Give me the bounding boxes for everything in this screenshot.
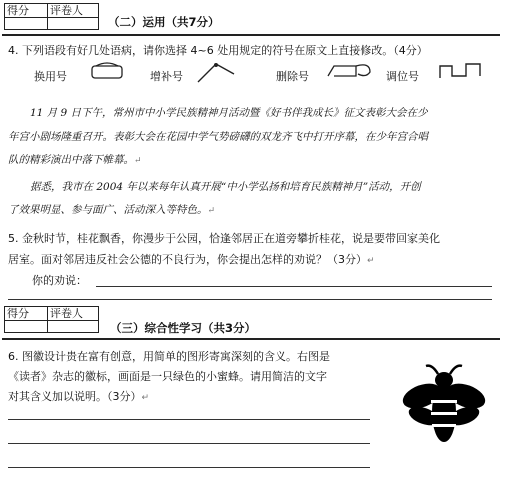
- transpose-mark-icon: [436, 60, 484, 82]
- symbol-label-swap: 换用号: [34, 70, 67, 83]
- delete-mark-icon: [326, 60, 374, 82]
- q6-line2: 《读者》杂志的徽标，画面是一只绿色的小蜜蜂。请用简洁的文字: [8, 370, 327, 383]
- symbol-label-insert: 增补号: [150, 70, 183, 83]
- q4-para1-a: 11 月 9 日下午，常州市中小学民族精神月活动暨《好书伴我成长》征文表彰大会在少: [30, 107, 428, 119]
- q6-line1: 6. 图徽设计贵在富有创意，用简单的图形寄寓深刻的含义。右图是: [8, 350, 330, 363]
- q5-answer-line-1[interactable]: [96, 286, 492, 287]
- section3-title: （三）综合性学习（共3分）: [110, 321, 257, 335]
- score-cell[interactable]: [5, 18, 48, 30]
- q4-paragraph1-line1: [30, 105, 428, 120]
- q6-line3: 对其含义加以说明。（3分）↵: [8, 390, 150, 403]
- swap-mark-icon: [90, 62, 126, 82]
- q4-prompt: 4. 下列语段有好几处语病，请你选择 4~6 处用规定的符号在原文上直接修改。（4分）: [8, 44, 428, 57]
- score-label: 得分: [5, 4, 48, 18]
- section2-title: （二）运用（共7分）: [108, 15, 220, 29]
- q5-prompt-line1: 5. 金秋时节，桂花飘香，你漫步于公园，恰逢邻居正在道旁攀折桂花，说是要带回家美化: [8, 232, 440, 245]
- q4-paragraph2-line2: 了效果明显、参与面广、活动深入等特色。↵: [8, 204, 216, 216]
- insert-mark-icon: [196, 60, 236, 84]
- score-cell[interactable]: [5, 321, 48, 333]
- grader-label: 评卷人: [48, 307, 99, 321]
- section2-divider: [2, 34, 500, 36]
- score-box-section2: [4, 3, 99, 30]
- q6-answer-line-1[interactable]: [8, 419, 370, 420]
- grader-label: 评卷人: [48, 4, 99, 18]
- grader-cell[interactable]: [48, 18, 99, 30]
- q4-paragraph1-line3: 队的精彩演出中落下帷幕。↵: [8, 154, 142, 166]
- q4-paragraph1-line2: 年宫小剧场隆重召开。表彰大会在花园中学气势磅礴的双龙齐飞中打开序幕，在少年宫合唱: [8, 131, 428, 143]
- score-label: 得分: [5, 307, 48, 321]
- q4-paragraph2-line1: 据悉，我市在 2004 年以来每年认真开展“中小学弘扬和培育民族精神月”活动，开创: [30, 181, 421, 193]
- q5-answer-label: 你的劝说：: [32, 274, 87, 287]
- q5-answer-line-2[interactable]: [8, 299, 492, 300]
- q6-answer-line-3[interactable]: [8, 467, 370, 468]
- symbol-label-transpose: 调位号: [386, 70, 419, 83]
- bee-logo-icon: [398, 360, 490, 452]
- grader-cell[interactable]: [48, 321, 99, 333]
- q5-prompt-line2: 居室。面对邻居违反社会公德的不良行为，你会提出怎样的劝说？（3分）↵: [8, 253, 375, 266]
- q6-answer-line-2[interactable]: [8, 443, 370, 444]
- symbol-label-delete: 删除号: [276, 70, 309, 83]
- score-box-section3: [4, 306, 99, 333]
- section3-divider: [2, 338, 500, 340]
